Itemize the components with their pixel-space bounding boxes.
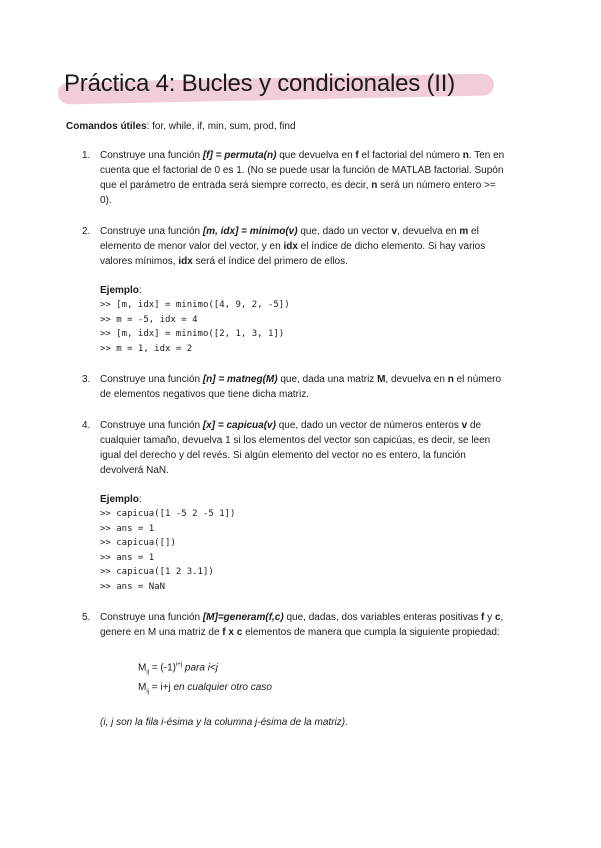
bold-term: m (459, 226, 469, 237)
code-line: >> capicua([1 -5 2 -5 1]) (100, 509, 236, 519)
exercise-1 (66, 148, 506, 208)
matrix-note: (i, j son la fila i-ésima y la columna j-ésima de la matriz). (100, 717, 348, 729)
code-line: >> m = 1, idx = 2 (100, 343, 193, 354)
text: y (484, 612, 495, 623)
text: Construye una función (100, 150, 203, 161)
text: , devuelva en (397, 226, 460, 237)
function-signature: [M]=generam(f,c) (202, 612, 284, 623)
formula-block (138, 658, 506, 700)
text: Construye una función (100, 226, 203, 237)
formula-line-2: $M_{ij} = i+j$ en cualquier otro caso (138, 682, 272, 696)
text: de cualquier tamaño, devuelva 1 si los elementos del vector son capicúas, es decir, se leen igual del derecho y del revés. Si algún elemento del vector no es entero, la función devolverá NaN. (100, 420, 491, 476)
text: el elemento de menor valor del vector, y en (100, 226, 479, 252)
bold-term: idx (178, 256, 193, 267)
exercise-4 (66, 418, 506, 594)
text: Construye una función (100, 374, 203, 385)
text: el índice de dicho elemento. Si hay varios valores mínimos, (100, 241, 486, 267)
exercise-number: 4. (82, 420, 91, 431)
bold-term: idx (283, 241, 298, 252)
text: , devuelva en (385, 374, 448, 385)
text: elementos de manera que cumpla la siguiente propiedad: (242, 627, 500, 638)
bold-term: M (377, 374, 386, 385)
exercise-5 (66, 610, 506, 730)
example-block (100, 283, 506, 356)
text: que, dadas, dos variables enteras positivas (283, 612, 482, 623)
bold-term: f x c (222, 627, 243, 638)
example-block (100, 492, 506, 594)
text: el número de elementos negativos que tiene dicha matriz. (100, 374, 502, 400)
exercise-number: 3. (82, 374, 91, 385)
code-line: >> [m, idx] = minimo([2, 1, 3, 1]) (100, 329, 285, 339)
code-line: >> ans = 1 (100, 552, 155, 563)
exercise-number: 5. (82, 612, 91, 623)
bold-term: n (371, 180, 378, 191)
text: , genere en M una matriz de (100, 612, 504, 638)
function-signature: [m, idx] = minimo(v) (202, 226, 298, 237)
text: será un número entero >= 0). (100, 180, 496, 206)
text: el factorial del número (358, 150, 463, 161)
exercise-number: 2. (82, 226, 91, 237)
commands-list: : for, while, if, min, sum, prod, find (146, 121, 296, 132)
useful-commands (66, 121, 296, 132)
formula-line-1: $M_{ij} = (-1)^{i+j}$ para i<j (138, 662, 218, 676)
code-line: >> m = -5, idx = 4 (100, 314, 198, 325)
exercise-list (66, 148, 506, 730)
text: . Ten en cuenta que el factorial de 0 es 1. (No se puede usar la función de MATLAB factorial. Supón que el parámetro de entrada será siempre correcto, es decir, (100, 150, 505, 191)
code-line: >> [m, idx] = minimo([4, 9, 2, -5]) (100, 300, 290, 310)
bold-term: v (391, 226, 398, 237)
code-line: >> ans = 1 (100, 523, 155, 534)
bold-term: c (494, 612, 501, 623)
text: que, dado un vector de números enteros (275, 420, 462, 431)
title-block (64, 70, 455, 98)
bold-term: n (447, 374, 454, 385)
code-line: >> capicua([1 2 3.1]) (100, 567, 214, 577)
exercise-3 (66, 372, 506, 402)
example-label: Ejemplo: (100, 285, 142, 296)
function-signature: [f] = permuta(n) (202, 150, 277, 161)
text: Construye una función (100, 612, 203, 623)
example-label: Ejemplo: (100, 494, 142, 505)
page-title: Práctica 4: Bucles y condicionales (II) (64, 70, 456, 97)
code-line: >> ans = NaN (100, 581, 166, 592)
bold-term: n (462, 150, 469, 161)
text: que, dado un vector (297, 226, 392, 237)
bold-term: v (461, 420, 468, 431)
commands-label: Comandos útiles (66, 121, 147, 132)
exercise-number: 1. (82, 150, 91, 161)
code-line: >> capicua([]) (100, 538, 176, 548)
bold-term: f (355, 150, 359, 161)
function-signature: [n] = matneg(M) (202, 374, 278, 385)
text: será el índice del primero de ellos. (192, 256, 348, 267)
bold-term: f (481, 612, 485, 623)
text: que devuelva en (276, 150, 356, 161)
exercise-2 (66, 224, 506, 356)
text: que, dada una matriz (277, 374, 378, 385)
function-signature: [x] = capicua(v) (202, 420, 276, 431)
text: Construye una función (100, 420, 203, 431)
